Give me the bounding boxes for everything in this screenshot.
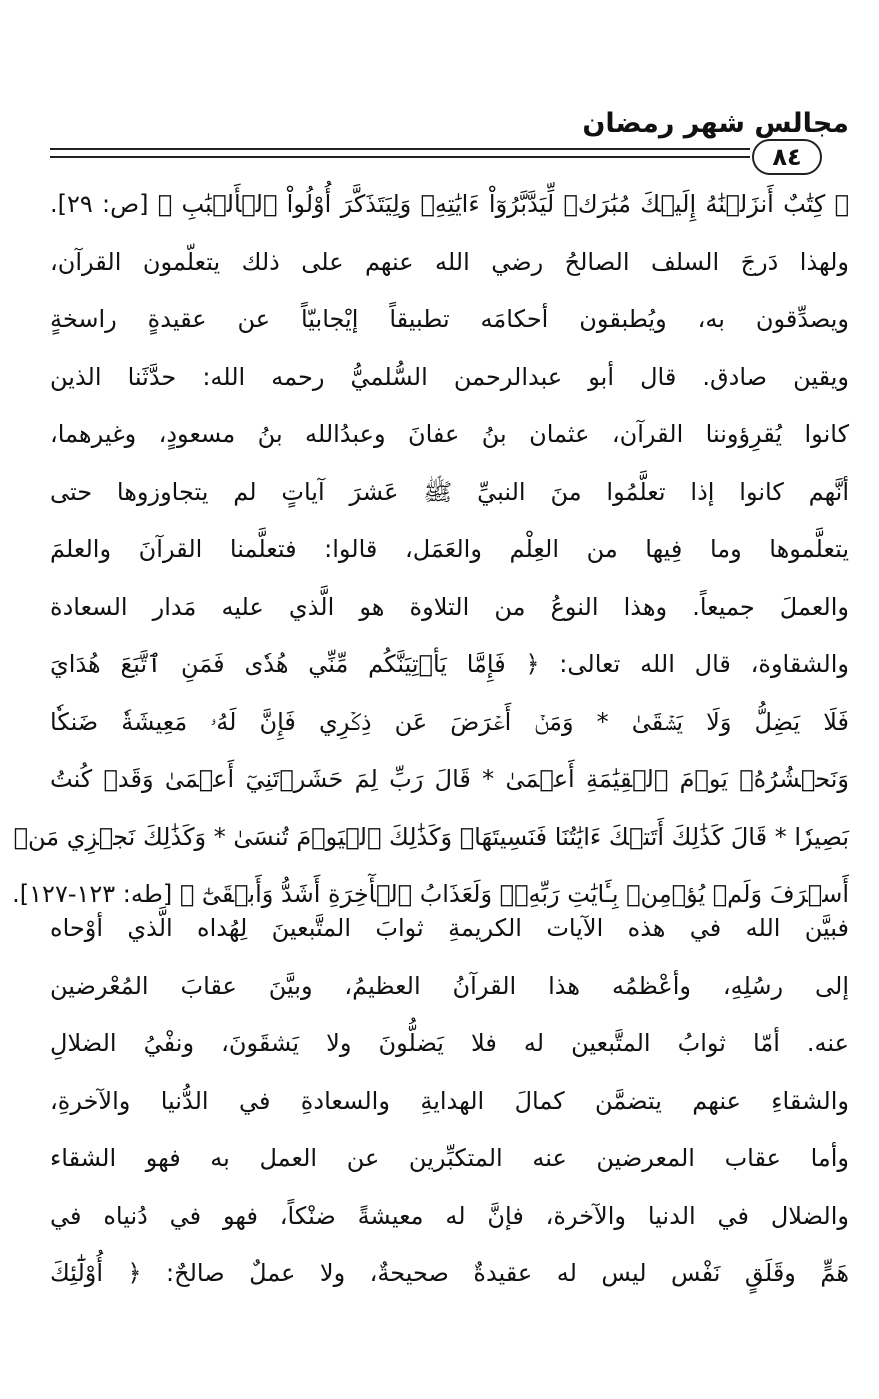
paragraph-2 [50,900,849,1303]
text-line: ويصدِّقون به، ويُطبقون أحكامَه تطبيقاً إيْجابيّاً عن عقيدةٍ راسخةٍ [50,305,849,333]
text-line: والعملَ جميعاً. وهذا النوعُ من التلاوة هو الَّذي عليه مَدار السعادة [50,592,849,621]
text-line: والشقاوة، قال الله تعالى: ﴿ فَإِمَّا يَأۡتِيَنَّكُم مِّنِّي هُدٗى فَمَنِ ٱتَّبَعَ هُدَايَ [50,650,849,678]
text-line: أَسۡرَفَ وَلَمۡ يُؤۡمِنۢ بِـَٔايَٰتِ رَبِّهِۦۚ وَلَعَذَابُ ٱلۡأٓخِرَةِ أَشَدُّ وَأَبۡقَىٰٓ ﴾ [طه: ١٢٣-١٢٧]. [12,880,849,908]
text-line: وَنَحۡشُرُهُۥ يَوۡمَ ٱلۡقِيَٰمَةِ أَعۡمَىٰ * قَالَ رَبِّ لِمَ حَشَرۡتَنِيٓ أَعۡمَىٰ وَقَدۡ كُنتُ [50,765,849,793]
text-line: بَصِيرٗا * قَالَ كَذَٰلِكَ أَتَتۡكَ ءَايَٰتُنَا فَنَسِيتَهَاۖ وَكَذَٰلِكَ ٱلۡيَوۡمَ تُنسَىٰ * وَكَذَٰلِكَ نَجۡزِي مَنۡ [13,822,849,851]
running-header-title: مجالس شهر رمضان [582,108,849,139]
text-line: فَلَا يَضِلُّ وَلَا يَشۡقَىٰ * وَمَنۡ أَعۡرَضَ عَن ذِكۡرِي فَإِنَّ لَهُۥ مَعِيشَةٗ ضَنكٗا [50,707,849,736]
text-line: هَمٍّ وقَلَقٍ نَفْس ليس له عقيدةٌ صحيحةٌ، ولا عملٌ صالحٌ: ﴿ أُوْلَٰٓئِكَ [50,1259,849,1287]
page-number-badge: ٨٤ [752,139,822,175]
text-line: والشقاءِ عنهم يتضمَّن كمالَ الهدايةِ والسعادةِ في الدُّنيا والآخرةِ، [50,1086,849,1115]
text-line: إلى رسُلِهِ، وأعْظمُه هذا القرآنُ العظيمُ، وبيَّنَ عقابَ المُعْرضين [50,971,849,1000]
text-line: وأما عقاب المعرضين عنه المتكبِّرين عن العمل به فهو الشقاء [50,1144,849,1172]
text-line: ولهذا دَرجَ السلف الصالحُ رضي الله عنهم على ذلك يتعلّمون القرآن، [50,247,849,276]
text-line: كانوا يُقرِؤوننا القرآن، عثمان بنُ عفانَ وعبدُالله بنُ مسعودٍ، وغيرهما، [50,420,849,448]
text-line: عنه. أمّا ثوابُ المتَّبعين له فلا يَضلُّونَ ولا يَشقَونَ، ونفْيُ الضلالِ [50,1029,849,1057]
text-line: والضلال في الدنيا والآخرة، فإنَّ له معيشةً ضنْكاً، فهو في دُنياه في [50,1201,849,1230]
text-line: فبيَّن الله في هذه الآيات الكريمةِ ثوابَ المتَّبعينَ لِهُداه الَّذي أوْحاه [50,914,849,942]
paragraph-1 [12,176,849,924]
text-line: ويقين صادق. قال أبو عبدالرحمن السُّلميُّ رحمه الله: حدَّثَنا الذين [50,362,849,391]
header-rule-bottom [50,156,750,158]
text-line: ﴿ كِتَٰبٌ أَنزَلۡنَٰهُ إِلَيۡكَ مُبَٰرَكٞ لِّيَدَّبَّرُوٓاْ ءَايَٰتِهِۦ وَلِيَتَذَكَّرَ أُوْلُواْ ٱلۡأَلۡبَٰبِ ﴾ [ص: ٢٩]. [50,190,849,218]
text-line: أنَّهم كانوا إذا تعلَّمُوا منَ النبيِّ ﷺ عَشرَ آياتٍ لم يتجاوزوها حتى [50,477,849,506]
text-line: يتعلَّموها وما فِيها من العِلْم والعَمَل، قالوا: فتعلَّمنا القرآنَ والعلمَ [50,535,849,563]
header-rule-top [50,148,750,150]
